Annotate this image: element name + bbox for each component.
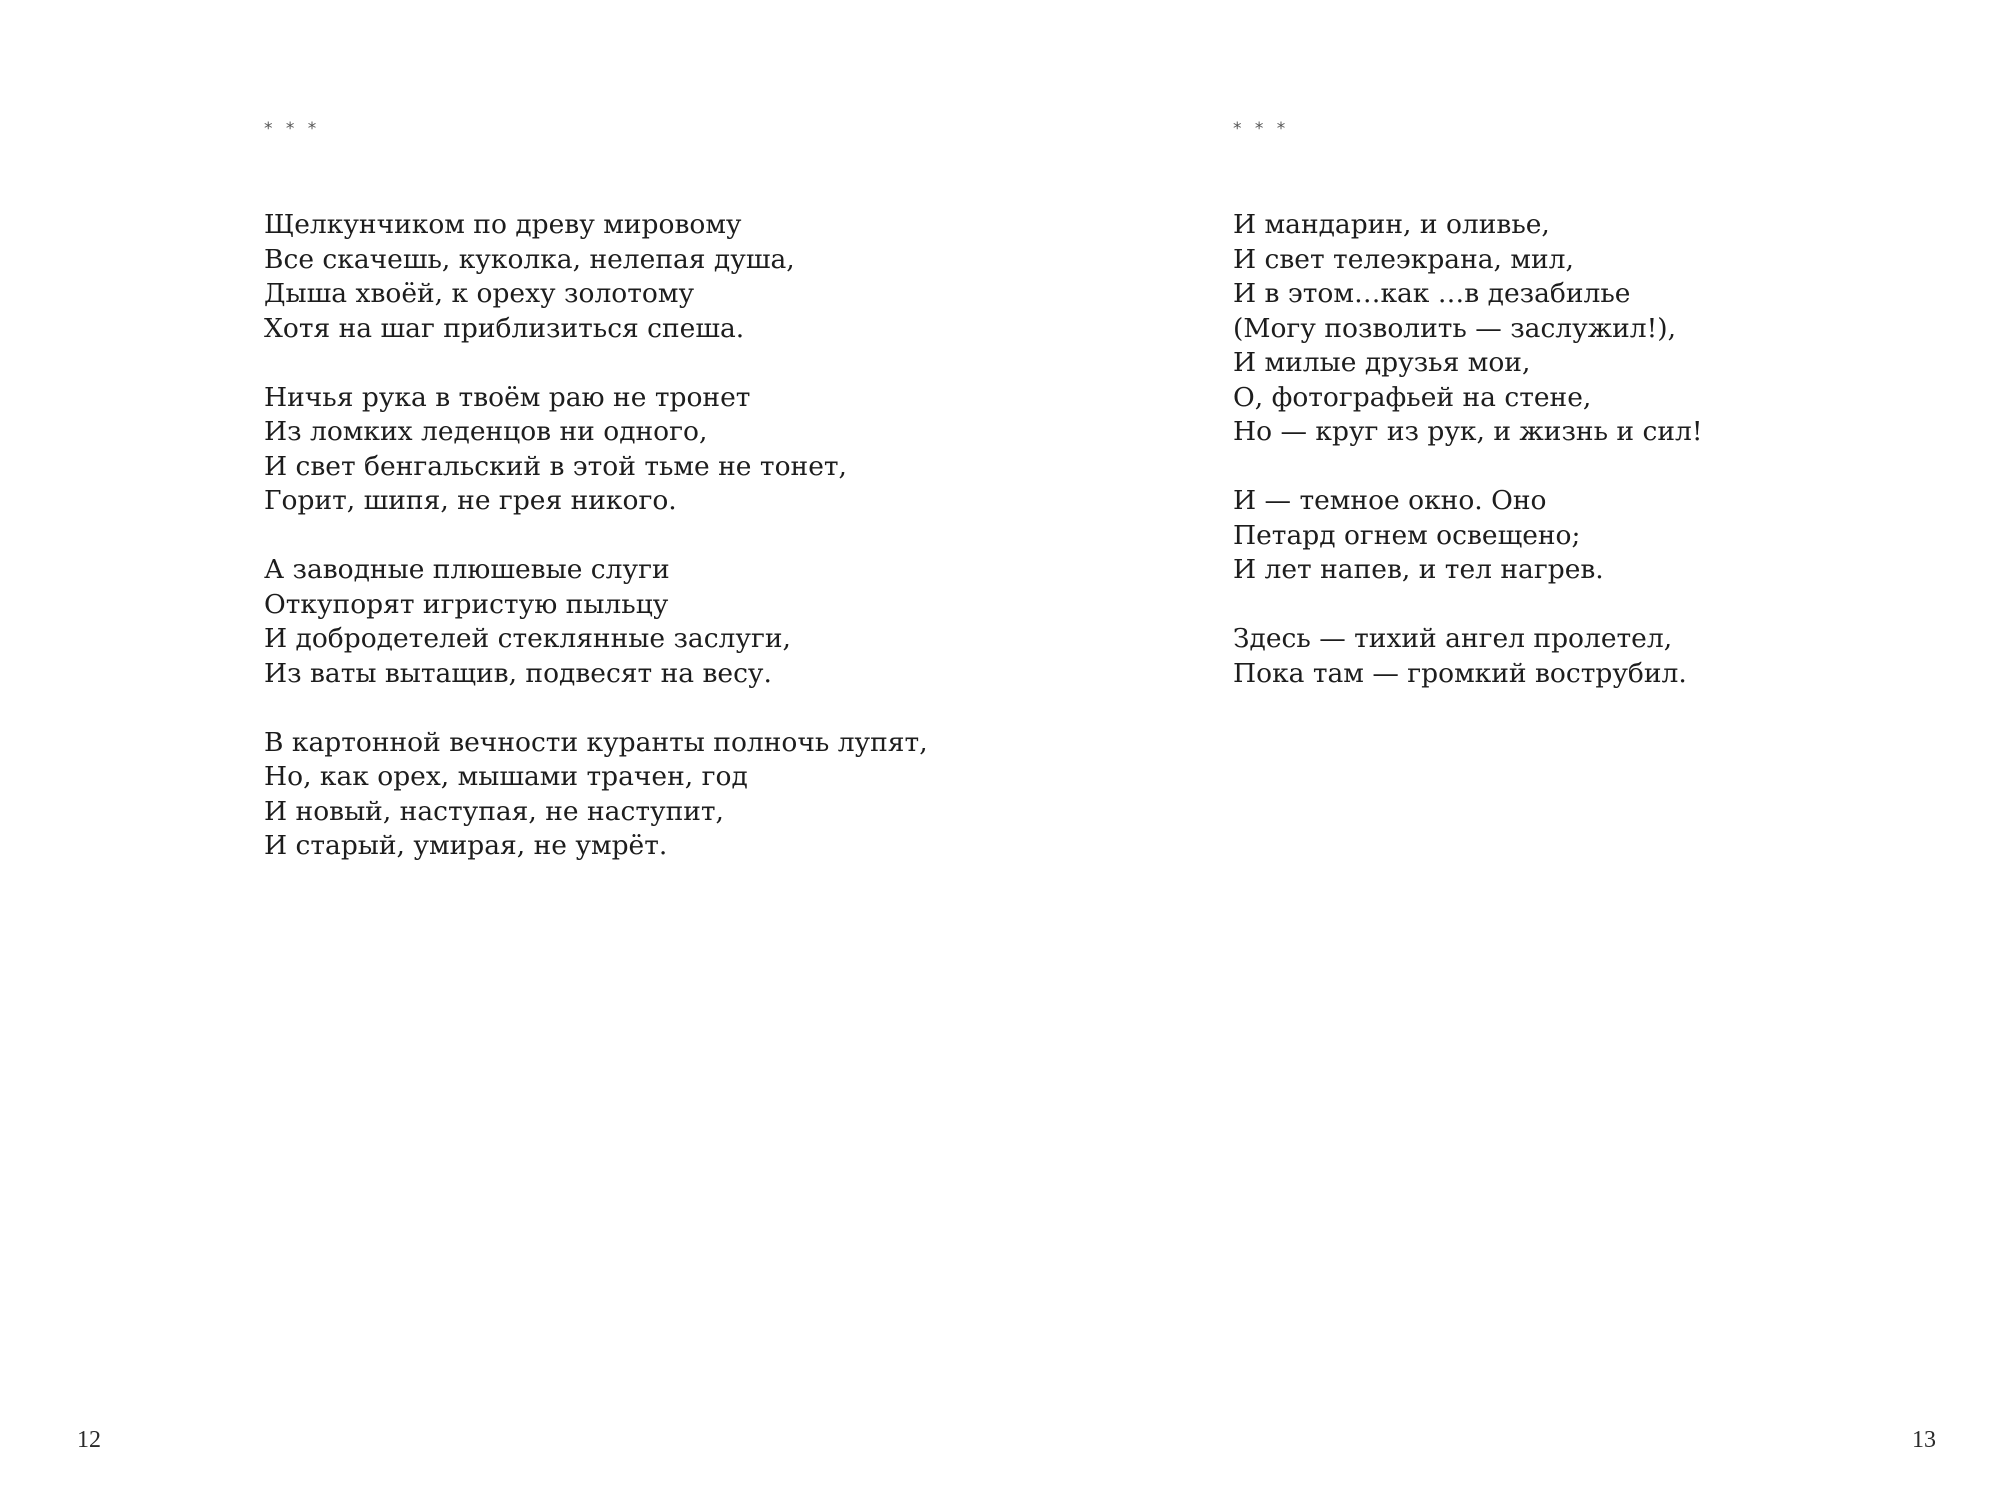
poem-line: Все скачешь, куколка, нелепая душа, — [264, 243, 795, 275]
poem-line: И свет телеэкрана, мил, — [1233, 243, 1574, 275]
poem-line: И добродетелей стеклянные заслуги, — [264, 623, 791, 654]
stanza — [1233, 622, 1993, 691]
poem-line: И в этом…как …в дезабилье — [1233, 278, 1631, 309]
poem-line: И мандарин, и оливье, — [1233, 209, 1550, 240]
poem-left — [264, 112, 1024, 898]
poem-line: И свет бенгальский в этой тьме не тонет, — [264, 450, 847, 482]
page-number-right: 13 — [1912, 1427, 1936, 1453]
right-page — [1000, 0, 2000, 1495]
poem-line: Но — круг из рук, и жизнь и сил! — [1233, 416, 1703, 447]
poem-separator: * * * — [264, 119, 321, 139]
poem-line: Дыша хвоёй, к ореху золотому — [264, 278, 695, 309]
poem-line: Откупорят игристую пыльцу — [264, 588, 669, 620]
poem-line: И лет напев, и тел нагрев. — [1233, 554, 1604, 585]
poem-line: И милые друзья мои, — [1233, 347, 1531, 378]
poem-line: О, фотографьей на стене, — [1233, 381, 1592, 413]
poem-line: Но, как орех, мышами трачен, год — [264, 761, 748, 792]
poem-line: Хотя на шаг приблизиться спеша. — [264, 312, 745, 344]
poem-line: (Могу позволить — заслужил!), — [1233, 312, 1677, 344]
poem-line: И — темное окно. Оно — [1233, 485, 1547, 516]
stanza — [264, 208, 1024, 346]
poem-line: Горит, шипя, не грея никого. — [264, 485, 677, 516]
poem-line: Здесь — тихий ангел пролетел, — [1233, 623, 1673, 654]
poem-line: И новый, наступая, не наступит, — [264, 795, 724, 827]
stanza — [1233, 208, 1993, 450]
poem-separator: * * * — [1233, 119, 1290, 139]
stanza — [264, 553, 1024, 691]
stanza — [264, 726, 1024, 864]
poem-line: В картонной вечности куранты полночь лупят, — [264, 726, 928, 758]
page-number-left: 12 — [77, 1427, 101, 1453]
poem-line: Петард огнем освещено; — [1233, 519, 1581, 551]
stanza — [1233, 484, 1993, 588]
poem-right — [1233, 112, 1993, 726]
poem-line: Из ломких леденцов ни одного, — [264, 416, 708, 447]
poem-line: Щелкунчиком по древу мировому — [264, 209, 742, 240]
poem-line: Ничья рука в твоём раю не тронет — [264, 381, 751, 413]
poem-line: А заводные плюшевые слуги — [264, 554, 670, 585]
poem-line: Из ваты вытащив, подвесят на весу. — [264, 657, 772, 689]
stanza — [264, 381, 1024, 519]
poem-line: И старый, умирая, не умрёт. — [264, 830, 668, 861]
poem-line: Пока там — громкий вострубил. — [1233, 657, 1687, 689]
